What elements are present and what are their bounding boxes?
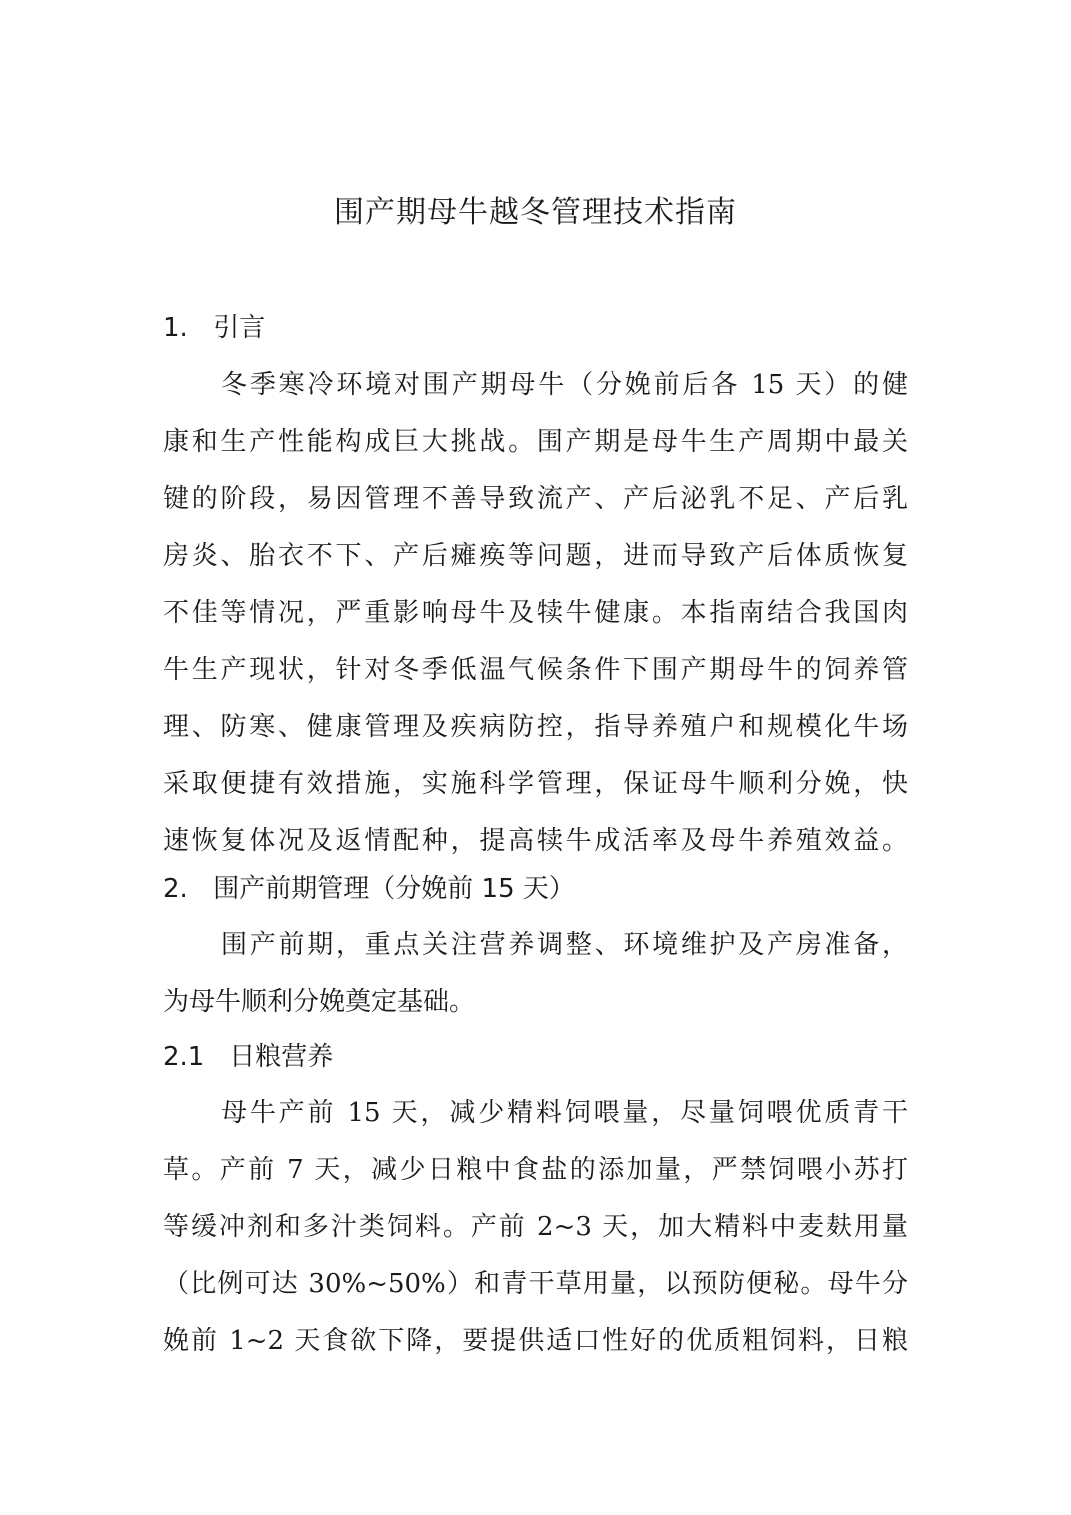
paragraph-line: 草。产前 7 天，减少日粮中食盐的添加量，严禁饲喂小苏打 [163,1155,908,1185]
section-number: 2.1 [163,1042,205,1072]
paragraph-line: 母牛产前 15 天，减少精料饲喂量，尽量饲喂优质青干 [221,1098,908,1128]
paragraph-line: 键的阶段，易因管理不善导致流产、产后泌乳不足、产后乳 [163,484,908,514]
paragraph-line: 等缓冲剂和多汁类饲料。产前 2~3 天，加大精料中麦麸用量 [163,1212,908,1242]
section-title: 围产前期管理（分娩前 15 天） [213,874,575,904]
document-title: 围产期母牛越冬管理技术指南 [334,195,737,230]
section-heading-introduction [163,303,265,353]
paragraph-line: 牛生产现状，针对冬季低温气候条件下围产期母牛的饲养管 [163,655,908,685]
paragraph-prepartum [163,917,908,1031]
paragraph-line: 速恢复体况及返情配种，提高犊牛成活率及母牛养殖效益。 [163,826,908,856]
section-heading-diet-nutrition [163,1032,333,1082]
section-number: 2. [163,874,188,904]
paragraph-line: 不佳等情况，严重影响母牛及犊牛健康。本指南结合我国肉 [163,598,908,628]
paragraph-introduction [163,357,908,870]
section-title: 日粮营养 [229,1042,334,1072]
section-heading-prepartum [163,864,575,914]
paragraph-diet-nutrition [163,1085,908,1370]
paragraph-line: 房炎、胎衣不下、产后瘫痪等问题，进而导致产后体质恢复 [163,541,908,571]
paragraph-line: 采取便捷有效措施，实施科学管理，保证母牛顺利分娩，快 [163,769,908,799]
section-title: 引言 [213,313,266,343]
paragraph-line: 冬季寒冷环境对围产期母牛（分娩前后各 15 天）的健 [221,370,908,400]
paragraph-line: （比例可达 30%~50%）和青干草用量，以预防便秘。母牛分 [163,1269,908,1299]
paragraph-line: 康和生产性能构成巨大挑战。围产期是母牛生产周期中最关 [163,427,908,457]
paragraph-line: 为母牛顺利分娩奠定基础。 [163,987,476,1017]
paragraph-line: 围产前期，重点关注营养调整、环境维护及产房准备， [221,930,908,960]
paragraph-line: 娩前 1~2 天食欲下降，要提供适口性好的优质粗饲料，日粮 [163,1326,908,1356]
paragraph-line: 理、防寒、健康管理及疾病防控，指导养殖户和规模化牛场 [163,712,908,742]
section-number: 1. [163,313,188,343]
